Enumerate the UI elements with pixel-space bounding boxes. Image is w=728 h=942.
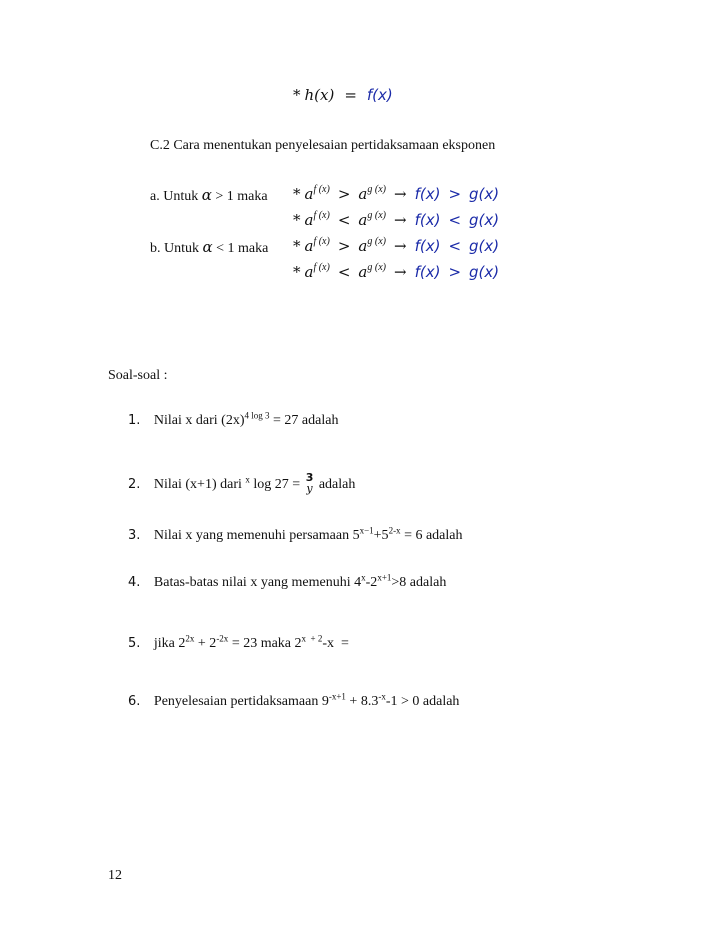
problem-text: Nilai x yang memenuhi persamaan 5	[153, 528, 360, 543]
rule-rhs: g(x)	[469, 211, 500, 229]
rule-exp1: f (x)	[313, 262, 330, 273]
rule-rel: <	[448, 211, 462, 229]
rule-base: a	[304, 211, 314, 229]
problem-sup: -2x	[216, 633, 229, 644]
rule-base: a	[304, 185, 314, 203]
rule-exp1: f (x)	[313, 184, 330, 195]
problem-text: >8 adalah	[391, 575, 447, 590]
page-number: 12	[108, 868, 122, 883]
case-a-prefix: a. Untuk	[150, 189, 199, 204]
problem-sup: -x	[378, 691, 386, 702]
rule-base: a	[358, 185, 368, 203]
rule-op: <	[337, 211, 351, 229]
problem-number: 4.	[128, 575, 141, 590]
alpha-symbol: α	[202, 238, 213, 256]
rule-bullet: *	[293, 185, 301, 203]
problem-text: +5	[373, 528, 389, 543]
problem-sup: -x+1	[328, 691, 346, 702]
problem-sup: 2x	[185, 633, 195, 644]
problem-sup: x + 2	[301, 633, 323, 644]
arrow-icon: →	[393, 237, 407, 255]
problem-sup: x−1	[359, 525, 374, 536]
problem-text: jika 2	[153, 636, 186, 651]
rule-a1	[293, 185, 499, 204]
rule-bullet: *	[293, 263, 301, 281]
rule-op: <	[337, 263, 351, 281]
alpha-symbol: α	[201, 186, 212, 204]
problem-number: 3.	[128, 528, 141, 543]
rule-op: >	[337, 237, 351, 255]
arrow-icon: →	[393, 211, 407, 229]
problem-sup: x	[361, 572, 366, 583]
problem-number: 5.	[128, 636, 141, 651]
rule-rhs: g(x)	[469, 237, 500, 255]
problem-text: -2	[365, 575, 378, 590]
case-a-suffix: > 1 maka	[215, 189, 268, 204]
formula-eq: =	[344, 86, 357, 104]
rule-rel: >	[448, 263, 462, 281]
fraction-denominator: y	[306, 482, 313, 495]
top-formula	[293, 86, 393, 105]
rule-base: a	[358, 263, 368, 281]
problem-text: -x =	[322, 636, 349, 651]
problem-text: Batas-batas nilai x yang memenuhi 4	[153, 575, 362, 590]
rule-exp2: g (x)	[367, 184, 386, 195]
rule-rel: >	[448, 185, 462, 203]
rule-lhs: f(x)	[414, 263, 441, 281]
problem-6	[128, 691, 460, 710]
rule-base: a	[358, 211, 368, 229]
rule-bullet: *	[293, 211, 301, 229]
fraction-numerator: 3	[305, 471, 314, 484]
rule-exp2: g (x)	[367, 262, 386, 273]
rule-exp1: f (x)	[313, 210, 330, 221]
rule-b2	[293, 263, 499, 282]
rule-lhs: f(x)	[414, 211, 441, 229]
rule-exp2: g (x)	[367, 236, 386, 247]
problem-text: = 27 adalah	[269, 413, 339, 428]
rule-a2	[293, 211, 499, 230]
problem-text: Nilai x dari (2x)	[153, 413, 245, 428]
rule-exp2: g (x)	[367, 210, 386, 221]
problem-sup: x	[245, 474, 250, 485]
problem-5	[128, 633, 349, 652]
problem-text: log 27 =	[249, 477, 304, 493]
formula-lhs: h(x)	[304, 86, 335, 104]
formula-rhs: f(x)	[366, 86, 393, 104]
rule-rel: <	[448, 237, 462, 255]
problem-1	[128, 410, 339, 429]
case-b-prefix: b. Untuk	[150, 241, 199, 256]
problem-3	[128, 525, 463, 544]
rule-base: a	[304, 263, 314, 281]
rule-rhs: g(x)	[469, 263, 500, 281]
problem-text: = 23 maka 2	[228, 636, 302, 651]
formula-bullet: *	[293, 86, 301, 104]
problem-text: + 8.3	[345, 694, 379, 709]
arrow-icon: →	[393, 263, 407, 281]
problem-text: = 6 adalah	[400, 528, 463, 543]
problem-number: 6.	[128, 694, 141, 709]
case-b-suffix: < 1 maka	[216, 241, 269, 256]
soal-title: Soal-soal :	[108, 368, 168, 383]
rule-rhs: g(x)	[469, 185, 500, 203]
problem-text: Nilai (x+1) dari	[153, 477, 246, 493]
rule-bullet: *	[293, 237, 301, 255]
rule-b1	[293, 237, 499, 256]
rule-exp1: f (x)	[313, 236, 330, 247]
problem-number: 2.	[128, 477, 141, 493]
problem-text: -1 > 0 adalah	[385, 694, 460, 709]
problem-2	[128, 471, 356, 496]
rule-op: >	[337, 185, 351, 203]
problem-text: + 2	[194, 636, 217, 651]
rule-base: a	[358, 237, 368, 255]
problem-sup: 4 log 3	[244, 410, 270, 421]
arrow-icon: →	[393, 185, 407, 203]
problem-4	[128, 572, 447, 591]
problem-text: adalah	[315, 477, 356, 493]
problem-number: 1.	[128, 413, 141, 428]
rule-lhs: f(x)	[414, 185, 441, 203]
problem-sup: x+1	[377, 572, 392, 583]
problem-text: Penyelesaian pertidaksamaan 9	[153, 694, 329, 709]
fraction	[306, 472, 314, 494]
rule-lhs: f(x)	[414, 237, 441, 255]
case-a-label	[150, 186, 268, 205]
rule-base: a	[304, 237, 314, 255]
case-b-label	[150, 238, 268, 257]
section-heading: C.2 Cara menentukan penyelesaian pertidaksamaan eksponen	[150, 138, 496, 153]
problem-sup: 2-x	[388, 525, 401, 536]
